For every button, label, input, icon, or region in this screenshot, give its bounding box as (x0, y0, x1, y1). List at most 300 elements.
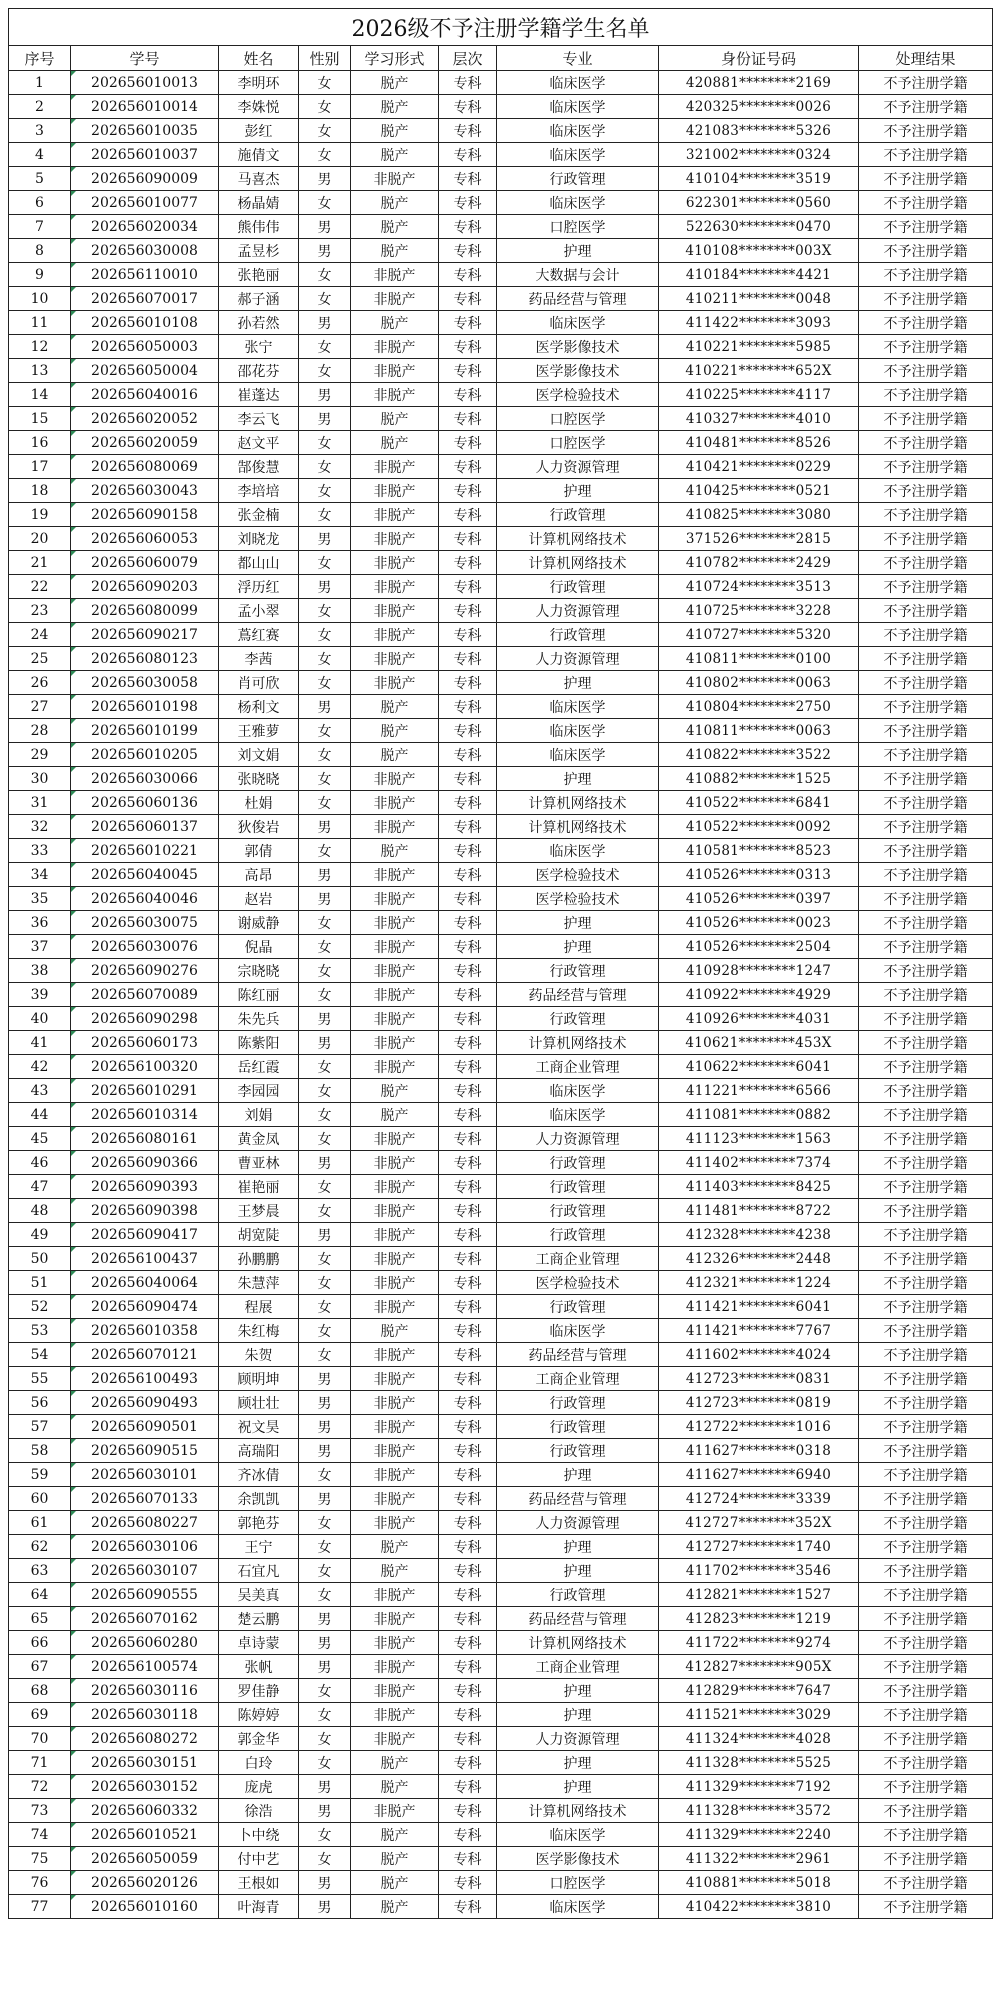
row-major-cell: 护理 (497, 935, 659, 959)
row-result-cell: 不予注册学籍 (859, 1295, 993, 1319)
row-level-cell: 专科 (439, 263, 497, 287)
table-row (9, 1415, 993, 1439)
row-name-cell: 李园园 (219, 1079, 299, 1103)
row-gender-cell: 女 (299, 911, 351, 935)
row-seq-cell: 47 (9, 1175, 71, 1199)
row-major-cell: 临床医学 (497, 95, 659, 119)
row-result-cell: 不予注册学籍 (859, 743, 993, 767)
row-id-number-cell: 411322********2961 (659, 1847, 859, 1871)
row-student-id-cell: 202656030075 (71, 911, 219, 935)
row-id-number-cell: 411329********7192 (659, 1775, 859, 1799)
table-row (9, 1727, 993, 1751)
row-result-cell: 不予注册学籍 (859, 1871, 993, 1895)
row-seq-cell: 7 (9, 215, 71, 239)
row-id-number-cell: 412724********3339 (659, 1487, 859, 1511)
row-student-id-cell: 202656030151 (71, 1751, 219, 1775)
table-row (9, 383, 993, 407)
row-study-mode-cell: 非脱产 (351, 911, 439, 935)
row-major-cell: 行政管理 (497, 167, 659, 191)
row-seq-cell: 61 (9, 1511, 71, 1535)
column-header-major: 专业 (497, 46, 659, 71)
row-result-cell: 不予注册学籍 (859, 1679, 993, 1703)
row-student-id-cell: 202656080123 (71, 647, 219, 671)
row-id-number-cell: 411328********5525 (659, 1751, 859, 1775)
row-student-id-cell: 202656020059 (71, 431, 219, 455)
row-level-cell: 专科 (439, 1415, 497, 1439)
row-seq-cell: 62 (9, 1535, 71, 1559)
row-seq-cell: 64 (9, 1583, 71, 1607)
row-major-cell: 人力资源管理 (497, 455, 659, 479)
row-id-number-cell: 410526********2504 (659, 935, 859, 959)
row-id-number-cell: 410522********0092 (659, 815, 859, 839)
row-gender-cell: 男 (299, 1631, 351, 1655)
row-seq-cell: 29 (9, 743, 71, 767)
row-name-cell: 蔦红赛 (219, 623, 299, 647)
row-id-number-cell: 411521********3029 (659, 1703, 859, 1727)
row-student-id-cell: 202656090298 (71, 1007, 219, 1031)
row-result-cell: 不予注册学籍 (859, 1007, 993, 1031)
row-study-mode-cell: 非脱产 (351, 935, 439, 959)
row-level-cell: 专科 (439, 575, 497, 599)
row-name-cell: 岳红霞 (219, 1055, 299, 1079)
row-result-cell: 不予注册学籍 (859, 143, 993, 167)
row-id-number-cell: 410221********652X (659, 359, 859, 383)
row-seq-cell: 8 (9, 239, 71, 263)
row-major-cell: 临床医学 (497, 1103, 659, 1127)
row-study-mode-cell: 脱产 (351, 1079, 439, 1103)
row-level-cell: 专科 (439, 1247, 497, 1271)
row-result-cell: 不予注册学籍 (859, 671, 993, 695)
row-gender-cell: 女 (299, 623, 351, 647)
row-study-mode-cell: 非脱产 (351, 1703, 439, 1727)
row-student-id-cell: 202656090493 (71, 1391, 219, 1415)
table-row (9, 311, 993, 335)
row-student-id-cell: 202656100574 (71, 1655, 219, 1679)
row-study-mode-cell: 非脱产 (351, 1223, 439, 1247)
row-study-mode-cell: 非脱产 (351, 1487, 439, 1511)
row-seq-cell: 39 (9, 983, 71, 1007)
row-major-cell: 行政管理 (497, 1151, 659, 1175)
row-gender-cell: 男 (299, 1895, 351, 1919)
row-id-number-cell: 412328********4238 (659, 1223, 859, 1247)
column-header-row (9, 46, 993, 71)
row-result-cell: 不予注册学籍 (859, 1223, 993, 1247)
row-seq-cell: 1 (9, 71, 71, 95)
row-gender-cell: 男 (299, 887, 351, 911)
row-seq-cell: 19 (9, 503, 71, 527)
row-result-cell: 不予注册学籍 (859, 431, 993, 455)
row-student-id-cell: 202656090555 (71, 1583, 219, 1607)
row-seq-cell: 54 (9, 1343, 71, 1367)
row-gender-cell: 女 (299, 1703, 351, 1727)
row-study-mode-cell: 脱产 (351, 1895, 439, 1919)
row-result-cell: 不予注册学籍 (859, 1367, 993, 1391)
row-level-cell: 专科 (439, 1007, 497, 1031)
row-id-number-cell: 410526********0023 (659, 911, 859, 935)
row-name-cell: 顾明坤 (219, 1367, 299, 1391)
row-student-id-cell: 202656090366 (71, 1151, 219, 1175)
row-seq-cell: 9 (9, 263, 71, 287)
row-seq-cell: 76 (9, 1871, 71, 1895)
row-student-id-cell: 202656010035 (71, 119, 219, 143)
table-row (9, 1487, 993, 1511)
table-row (9, 1559, 993, 1583)
row-level-cell: 专科 (439, 167, 497, 191)
row-result-cell: 不予注册学籍 (859, 1511, 993, 1535)
table-row (9, 575, 993, 599)
row-seq-cell: 68 (9, 1679, 71, 1703)
row-id-number-cell: 410184********4421 (659, 263, 859, 287)
row-study-mode-cell: 非脱产 (351, 1583, 439, 1607)
row-id-number-cell: 410882********1525 (659, 767, 859, 791)
row-result-cell: 不予注册学籍 (859, 887, 993, 911)
table-row (9, 1055, 993, 1079)
row-major-cell: 行政管理 (497, 1391, 659, 1415)
table-row (9, 1367, 993, 1391)
row-name-cell: 谢威静 (219, 911, 299, 935)
row-study-mode-cell: 非脱产 (351, 1007, 439, 1031)
row-level-cell: 专科 (439, 479, 497, 503)
row-id-number-cell: 411421********7767 (659, 1319, 859, 1343)
row-gender-cell: 男 (299, 1151, 351, 1175)
row-name-cell: 肖可欣 (219, 671, 299, 695)
row-name-cell: 李培培 (219, 479, 299, 503)
table-row (9, 1655, 993, 1679)
row-id-number-cell: 412723********0819 (659, 1391, 859, 1415)
row-name-cell: 祝文昊 (219, 1415, 299, 1439)
row-result-cell: 不予注册学籍 (859, 839, 993, 863)
row-level-cell: 专科 (439, 695, 497, 719)
row-level-cell: 专科 (439, 911, 497, 935)
row-id-number-cell: 321002********0324 (659, 143, 859, 167)
row-level-cell: 专科 (439, 1391, 497, 1415)
table-row (9, 527, 993, 551)
row-study-mode-cell: 非脱产 (351, 887, 439, 911)
table-row (9, 1223, 993, 1247)
table-row (9, 887, 993, 911)
row-level-cell: 专科 (439, 215, 497, 239)
row-result-cell: 不予注册学籍 (859, 1463, 993, 1487)
row-student-id-cell: 202656090393 (71, 1175, 219, 1199)
row-gender-cell: 女 (299, 1247, 351, 1271)
row-level-cell: 专科 (439, 839, 497, 863)
row-result-cell: 不予注册学籍 (859, 719, 993, 743)
row-seq-cell: 13 (9, 359, 71, 383)
row-seq-cell: 43 (9, 1079, 71, 1103)
row-name-cell: 张晓晓 (219, 767, 299, 791)
row-id-number-cell: 411627********0318 (659, 1439, 859, 1463)
table-row (9, 119, 993, 143)
row-name-cell: 李云飞 (219, 407, 299, 431)
row-seq-cell: 26 (9, 671, 71, 695)
row-student-id-cell: 202656010014 (71, 95, 219, 119)
row-id-number-cell: 410822********3522 (659, 743, 859, 767)
row-gender-cell: 女 (299, 1079, 351, 1103)
table-row (9, 143, 993, 167)
table-row (9, 1535, 993, 1559)
row-id-number-cell: 410881********5018 (659, 1871, 859, 1895)
row-gender-cell: 女 (299, 1847, 351, 1871)
row-id-number-cell: 412326********2448 (659, 1247, 859, 1271)
row-id-number-cell: 410811********0100 (659, 647, 859, 671)
table-row (9, 1199, 993, 1223)
row-study-mode-cell: 脱产 (351, 311, 439, 335)
row-level-cell: 专科 (439, 1343, 497, 1367)
row-id-number-cell: 412722********1016 (659, 1415, 859, 1439)
table-row (9, 1799, 993, 1823)
row-study-mode-cell: 非脱产 (351, 1271, 439, 1295)
row-result-cell: 不予注册学籍 (859, 1391, 993, 1415)
row-id-number-cell: 410804********2750 (659, 695, 859, 719)
row-seq-cell: 51 (9, 1271, 71, 1295)
row-study-mode-cell: 非脱产 (351, 767, 439, 791)
row-major-cell: 药品经营与管理 (497, 1607, 659, 1631)
row-student-id-cell: 202656100437 (71, 1247, 219, 1271)
row-result-cell: 不予注册学籍 (859, 1343, 993, 1367)
row-name-cell: 杜娟 (219, 791, 299, 815)
row-study-mode-cell: 非脱产 (351, 1607, 439, 1631)
row-name-cell: 卓诗蒙 (219, 1631, 299, 1655)
row-id-number-cell: 411422********3093 (659, 311, 859, 335)
row-seq-cell: 12 (9, 335, 71, 359)
row-level-cell: 专科 (439, 1679, 497, 1703)
row-name-cell: 浮历红 (219, 575, 299, 599)
table-row (9, 503, 993, 527)
table-row (9, 407, 993, 431)
row-major-cell: 临床医学 (497, 695, 659, 719)
row-level-cell: 专科 (439, 599, 497, 623)
row-level-cell: 专科 (439, 671, 497, 695)
row-gender-cell: 男 (299, 1367, 351, 1391)
row-name-cell: 陈婷婷 (219, 1703, 299, 1727)
row-result-cell: 不予注册学籍 (859, 1799, 993, 1823)
row-name-cell: 曹亚林 (219, 1151, 299, 1175)
row-name-cell: 郜俊慧 (219, 455, 299, 479)
row-name-cell: 黄金凤 (219, 1127, 299, 1151)
row-seq-cell: 10 (9, 287, 71, 311)
row-seq-cell: 67 (9, 1655, 71, 1679)
row-major-cell: 临床医学 (497, 743, 659, 767)
row-seq-cell: 5 (9, 167, 71, 191)
row-seq-cell: 50 (9, 1247, 71, 1271)
row-study-mode-cell: 脱产 (351, 743, 439, 767)
row-level-cell: 专科 (439, 719, 497, 743)
row-student-id-cell: 202656030118 (71, 1703, 219, 1727)
row-name-cell: 陈紫阳 (219, 1031, 299, 1055)
row-gender-cell: 女 (299, 1175, 351, 1199)
row-level-cell: 专科 (439, 1631, 497, 1655)
table-row (9, 71, 993, 95)
row-gender-cell: 男 (299, 407, 351, 431)
row-major-cell: 人力资源管理 (497, 1727, 659, 1751)
row-major-cell: 工商企业管理 (497, 1655, 659, 1679)
row-name-cell: 张艳丽 (219, 263, 299, 287)
row-study-mode-cell: 非脱产 (351, 1151, 439, 1175)
row-name-cell: 李茜 (219, 647, 299, 671)
row-major-cell: 人力资源管理 (497, 647, 659, 671)
row-gender-cell: 女 (299, 1679, 351, 1703)
row-id-number-cell: 410581********8523 (659, 839, 859, 863)
row-level-cell: 专科 (439, 1199, 497, 1223)
row-id-number-cell: 410425********0521 (659, 479, 859, 503)
table-row (9, 1439, 993, 1463)
row-gender-cell: 男 (299, 311, 351, 335)
row-major-cell: 医学检验技术 (497, 863, 659, 887)
row-student-id-cell: 202656010358 (71, 1319, 219, 1343)
row-name-cell: 朱红梅 (219, 1319, 299, 1343)
row-major-cell: 工商企业管理 (497, 1367, 659, 1391)
table-row (9, 239, 993, 263)
row-level-cell: 专科 (439, 1799, 497, 1823)
row-student-id-cell: 202656040016 (71, 383, 219, 407)
row-study-mode-cell: 非脱产 (351, 959, 439, 983)
row-major-cell: 行政管理 (497, 1175, 659, 1199)
table-row (9, 671, 993, 695)
row-gender-cell: 男 (299, 1415, 351, 1439)
row-level-cell: 专科 (439, 1439, 497, 1463)
row-student-id-cell: 202656060079 (71, 551, 219, 575)
row-seq-cell: 23 (9, 599, 71, 623)
table-row (9, 743, 993, 767)
row-seq-cell: 34 (9, 863, 71, 887)
column-header-student-id: 学号 (71, 46, 219, 71)
row-level-cell: 专科 (439, 1319, 497, 1343)
row-gender-cell: 女 (299, 503, 351, 527)
row-level-cell: 专科 (439, 863, 497, 887)
row-level-cell: 专科 (439, 1367, 497, 1391)
row-student-id-cell: 202656030107 (71, 1559, 219, 1583)
row-id-number-cell: 410725********3228 (659, 599, 859, 623)
table-row (9, 1175, 993, 1199)
table-row (9, 1775, 993, 1799)
table-row (9, 1079, 993, 1103)
row-id-number-cell: 412727********352X (659, 1511, 859, 1535)
row-name-cell: 郭倩 (219, 839, 299, 863)
table-row (9, 695, 993, 719)
row-study-mode-cell: 非脱产 (351, 1463, 439, 1487)
row-id-number-cell: 371526********2815 (659, 527, 859, 551)
row-student-id-cell: 202656080069 (71, 455, 219, 479)
table-row (9, 479, 993, 503)
row-student-id-cell: 202656070133 (71, 1487, 219, 1511)
table-row (9, 359, 993, 383)
row-result-cell: 不予注册学籍 (859, 215, 993, 239)
row-name-cell: 王梦晨 (219, 1199, 299, 1223)
row-result-cell: 不予注册学籍 (859, 1775, 993, 1799)
row-level-cell: 专科 (439, 191, 497, 215)
row-gender-cell: 女 (299, 1295, 351, 1319)
row-seq-cell: 30 (9, 767, 71, 791)
row-study-mode-cell: 非脱产 (351, 1055, 439, 1079)
row-result-cell: 不予注册学籍 (859, 1583, 993, 1607)
row-gender-cell: 女 (299, 719, 351, 743)
row-result-cell: 不予注册学籍 (859, 1415, 993, 1439)
row-name-cell: 刘晓龙 (219, 527, 299, 551)
row-seq-cell: 48 (9, 1199, 71, 1223)
row-major-cell: 行政管理 (497, 1295, 659, 1319)
row-name-cell: 刘文娟 (219, 743, 299, 767)
row-level-cell: 专科 (439, 503, 497, 527)
row-result-cell: 不予注册学籍 (859, 1439, 993, 1463)
row-seq-cell: 22 (9, 575, 71, 599)
row-name-cell: 熊伟伟 (219, 215, 299, 239)
row-name-cell: 朱先兵 (219, 1007, 299, 1031)
row-id-number-cell: 412827********905X (659, 1655, 859, 1679)
table-row (9, 1247, 993, 1271)
row-student-id-cell: 202656010291 (71, 1079, 219, 1103)
row-student-id-cell: 202656090009 (71, 167, 219, 191)
row-gender-cell: 男 (299, 383, 351, 407)
row-study-mode-cell: 脱产 (351, 1775, 439, 1799)
row-gender-cell: 女 (299, 1823, 351, 1847)
row-seq-cell: 69 (9, 1703, 71, 1727)
row-result-cell: 不予注册学籍 (859, 1247, 993, 1271)
row-name-cell: 赵文平 (219, 431, 299, 455)
row-student-id-cell: 202656090417 (71, 1223, 219, 1247)
row-name-cell: 陈红丽 (219, 983, 299, 1007)
row-gender-cell: 女 (299, 767, 351, 791)
row-student-id-cell: 202656090398 (71, 1199, 219, 1223)
row-name-cell: 徐浩 (219, 1799, 299, 1823)
row-major-cell: 行政管理 (497, 1223, 659, 1247)
row-student-id-cell: 202656030101 (71, 1463, 219, 1487)
row-name-cell: 崔艳丽 (219, 1175, 299, 1199)
row-seq-cell: 40 (9, 1007, 71, 1031)
row-id-number-cell: 412727********1740 (659, 1535, 859, 1559)
row-level-cell: 专科 (439, 935, 497, 959)
row-student-id-cell: 202656090501 (71, 1415, 219, 1439)
row-seq-cell: 24 (9, 623, 71, 647)
row-result-cell: 不予注册学籍 (859, 1895, 993, 1919)
row-name-cell: 王宁 (219, 1535, 299, 1559)
row-level-cell: 专科 (439, 983, 497, 1007)
row-result-cell: 不予注册学籍 (859, 1055, 993, 1079)
row-study-mode-cell: 非脱产 (351, 479, 439, 503)
row-student-id-cell: 202656050003 (71, 335, 219, 359)
row-study-mode-cell: 脱产 (351, 695, 439, 719)
row-result-cell: 不予注册学籍 (859, 1151, 993, 1175)
row-gender-cell: 女 (299, 479, 351, 503)
row-level-cell: 专科 (439, 551, 497, 575)
row-major-cell: 护理 (497, 671, 659, 695)
table-row (9, 1631, 993, 1655)
row-seq-cell: 16 (9, 431, 71, 455)
table-row (9, 1607, 993, 1631)
row-study-mode-cell: 脱产 (351, 1559, 439, 1583)
row-student-id-cell: 202656090203 (71, 575, 219, 599)
row-gender-cell: 男 (299, 1391, 351, 1415)
row-gender-cell: 男 (299, 1007, 351, 1031)
row-seq-cell: 31 (9, 791, 71, 815)
row-gender-cell: 男 (299, 1655, 351, 1679)
row-gender-cell: 女 (299, 1103, 351, 1127)
row-seq-cell: 36 (9, 911, 71, 935)
row-study-mode-cell: 脱产 (351, 1751, 439, 1775)
row-study-mode-cell: 非脱产 (351, 983, 439, 1007)
row-id-number-cell: 410211********0048 (659, 287, 859, 311)
row-seq-cell: 20 (9, 527, 71, 551)
row-level-cell: 专科 (439, 287, 497, 311)
row-level-cell: 专科 (439, 119, 497, 143)
table-row (9, 1151, 993, 1175)
table-row (9, 1703, 993, 1727)
table-row (9, 647, 993, 671)
row-study-mode-cell: 脱产 (351, 215, 439, 239)
row-student-id-cell: 202656100493 (71, 1367, 219, 1391)
row-major-cell: 护理 (497, 911, 659, 935)
row-seq-cell: 72 (9, 1775, 71, 1799)
table-row (9, 983, 993, 1007)
